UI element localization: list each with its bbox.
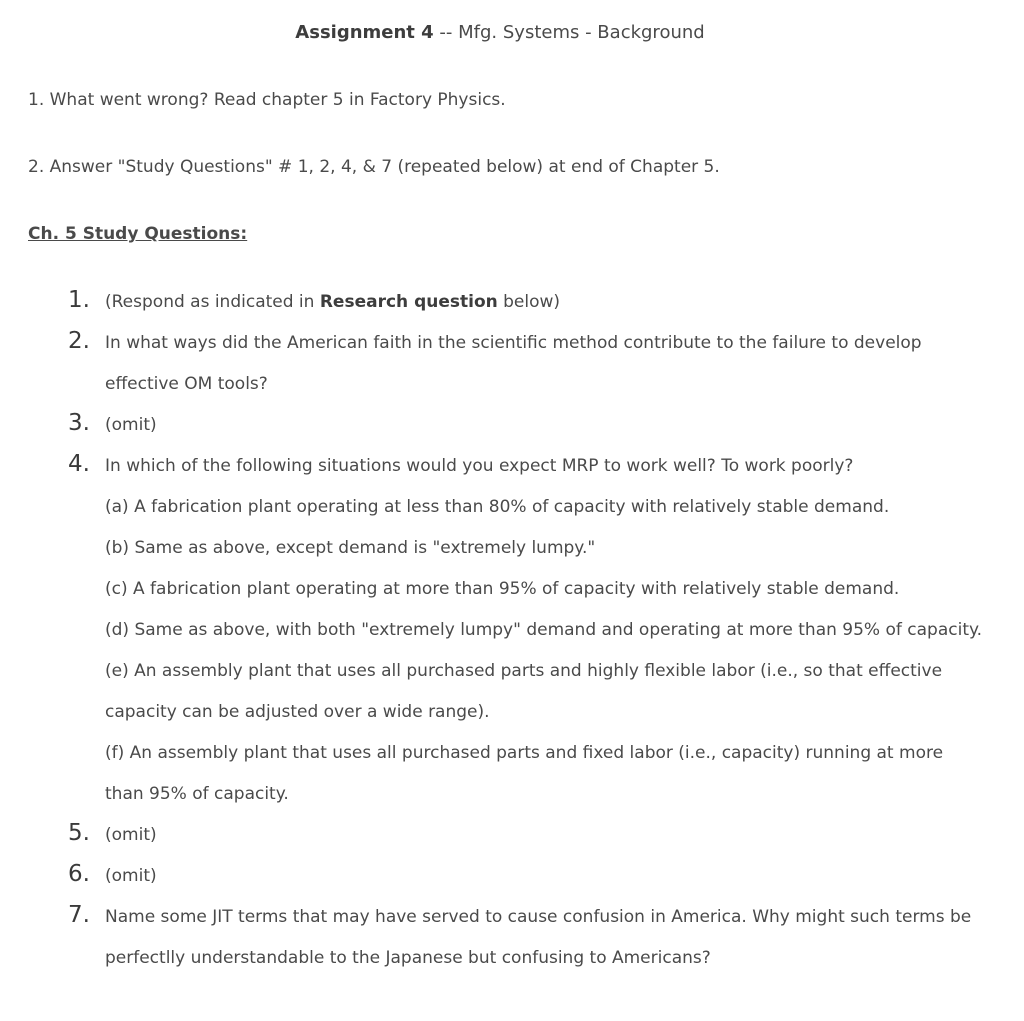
question-item-7 [0,897,985,979]
question-text: below) [497,292,561,312]
section-heading: Ch. 5 Study Questions: [28,224,248,244]
question-text: In which of the following situations would you expect MRP to work well? To work poorly? [105,456,854,476]
question-text: (Respond as indicated in [105,292,320,312]
instruction-2: 2. Answer "Study Questions" # 1, 2, 4, & 7 (repeated below) at end of Chapter 5. [28,157,720,177]
question-4-subitem-b: (b) Same as above, except demand is "extremely lumpy." [105,538,596,558]
question-item-3 [0,405,985,446]
study-questions-list [0,282,1024,979]
question-text: (omit) [105,415,157,435]
question-number: 4. [68,451,90,477]
question-number: 2. [68,328,90,354]
title-subject: -- Mfg. Systems - Background [433,22,705,43]
question-4-subitem-f: (f) An assembly plant that uses all purchased parts and fixed labor (i.e., capacity) running at more than 95% of capacity. [105,743,944,804]
question-4-subitem-e: (e) An assembly plant that uses all purchased parts and highly flexible labor (i.e., so that effective capacity can be adjusted over a wide range). [105,661,943,722]
question-number: 5. [68,820,90,846]
question-number: 7. [68,902,90,928]
question-item-6 [0,856,985,897]
question-item-2 [0,323,985,405]
question-4-subitem-c: (c) A fabrication plant operating at more than 95% of capacity with relatively stable demand. [105,579,900,599]
page-title [0,21,1000,45]
question-item-4 [0,446,985,487]
question-text: (omit) [105,866,157,886]
title-assignment-label: Assignment 4 [295,22,434,43]
question-text: In what ways did the American faith in the scientific method contribute to the failure to develop effective OM tools? [105,333,922,394]
question-item-1 [0,282,985,323]
question-text-emphasis: Research question [319,292,498,312]
question-4-subitem-a: (a) A fabrication plant operating at less than 80% of capacity with relatively stable demand. [105,497,890,517]
question-text: (omit) [105,825,157,845]
instruction-1: 1. What went wrong? Read chapter 5 in Factory Physics. [28,90,506,110]
question-number: 3. [68,410,90,436]
question-4-subitem-d: (d) Same as above, with both "extremely lumpy" demand and operating at more than 95% of capacity. [105,620,983,640]
question-number: 1. [68,287,90,313]
question-text: Name some JIT terms that may have served to cause confusion in America. Why might such terms be perfectlly understandable to the Japanese but confusing to Americans? [105,907,972,968]
question-number: 6. [68,861,90,887]
question-item-5 [0,815,985,856]
